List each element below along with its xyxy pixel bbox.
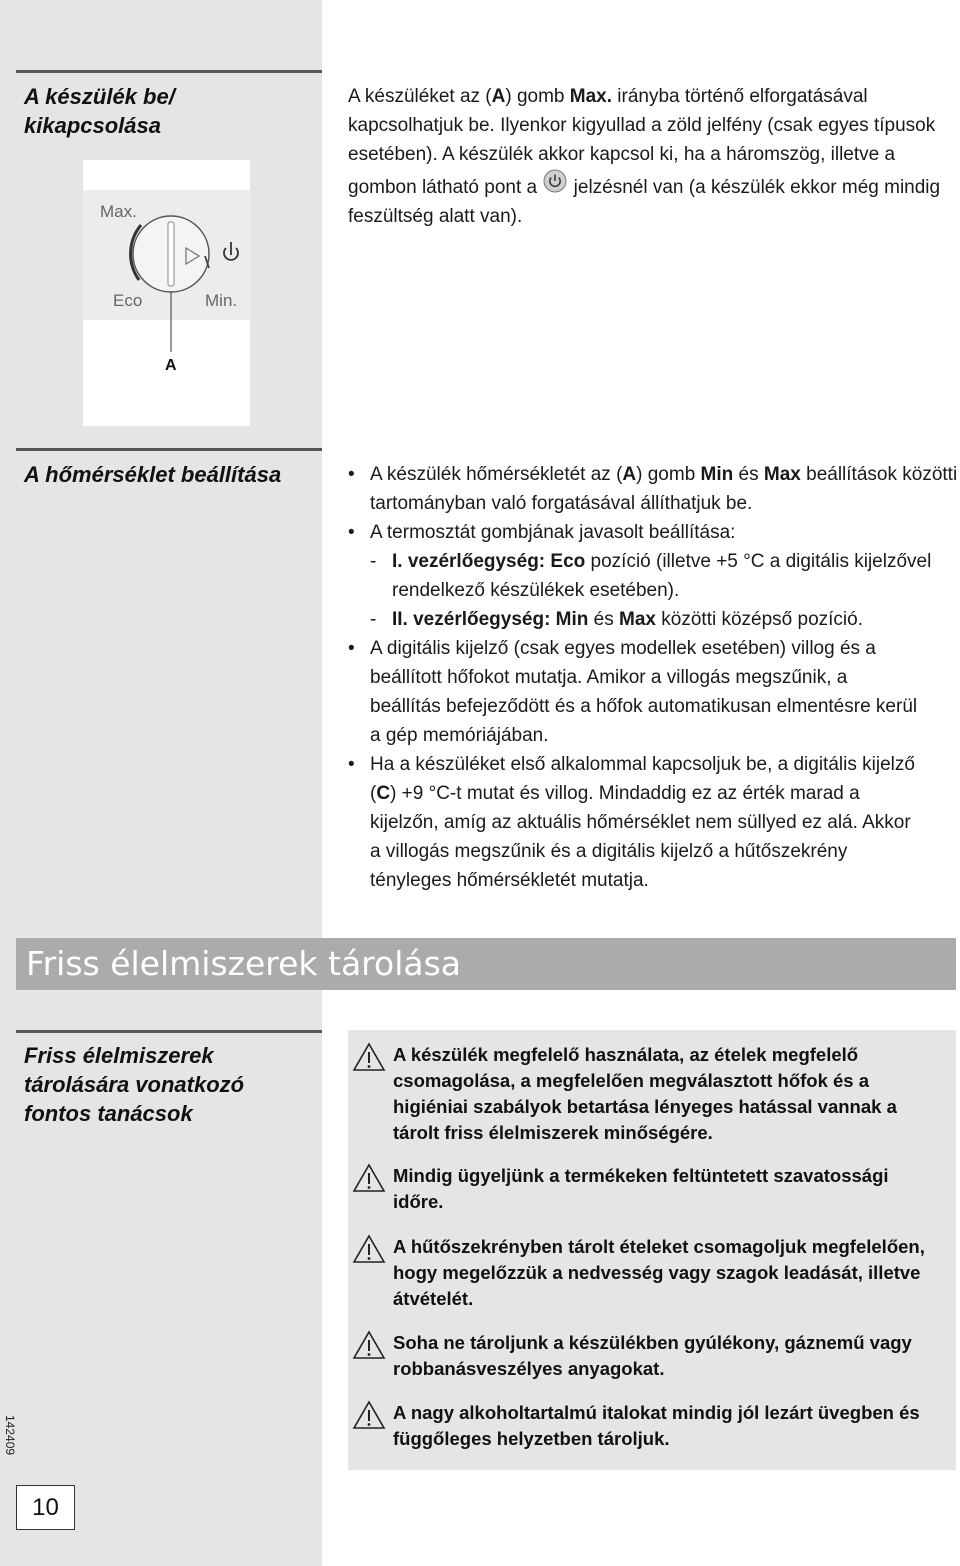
warning-triangle-icon [352,1234,386,1264]
section-heading-power: A készülék be/ kikapcsolása [24,84,175,138]
label-min: Min. [205,291,238,310]
document-code: 142409 [3,1415,17,1456]
sub-list-item: - I. vezérlőegység: Eco pozíció (illetve +5 °C a digitális kijelzővel rendelkező készülékek esetében). [370,551,932,601]
page-number: 10 [16,1485,75,1530]
temperature-instructions [348,460,958,895]
section-heading-storage-tips: Friss élelmiszerek tárolására vonatkozó fontos tanácsok [24,1043,245,1126]
thermostat-knob-drawing [83,160,250,426]
warning-triangle-icon [352,1400,386,1430]
power-symbol-icon [542,169,568,202]
section-rule [16,70,322,73]
label-max: Max. [100,202,137,221]
label-a: A [165,357,177,374]
list-item: • A termosztát gombjának javasolt beállítása: - I. vezérlőegység: Eco pozíció (illetve +5 °C a digitális kijelzővel rendelkező készülékek esetében). - II. vezérlőegység: Min és Max közötti középső pozíció. [348,518,958,634]
power-instructions: A készüléket az (A) gomb Max. irányba történő elforgatásával kapcsolhatjuk be. Ilyenkor kigyullad a zöld jelfény (csak egyes típusok esetében). A készülék akkor kapcsol ki, ha a háromszög, illetve a gombon látható pont a jelzésnél van (a készülék ekkor még mindig feszültség alatt van). [348,86,941,227]
section-rule [16,1030,322,1033]
section-heading-temperature: A hőmérséklet beállítása [24,462,282,487]
sub-list-item: - II. vezérlőegység: Min és Max közötti középső pozíció. [370,609,863,630]
chapter-banner: Friss élelmiszerek tárolása [16,938,956,990]
knob-grip [168,222,174,286]
section-rule [16,448,322,451]
list-item: • Ha a készüléket első alkalommal kapcsoljuk be, a digitális kijelző (C) +9 °C-t mutat és villog. Mindaddig ez az érték marad a kijelzőn, amíg az aktuális hőmérséklet nem süllyed ez alá. Akkor a villogás megszűnik és a digitális kijelző a hűtőszekrény tényleges hőmérsékletét mutatja. [348,754,915,891]
warning-triangle-icon [352,1330,386,1360]
list-item: • A digitális kijelző (csak egyes modellek esetében) villog és a beállított hőfokot mutatja. Amikor a villogás megszűnik, a beállítás befejeződött és a hőfok automatikusan elmentésre kerül a gép memóriájában. [348,638,918,746]
warning-triangle-icon [352,1042,386,1072]
label-eco: Eco [113,291,143,310]
list-item: • A készülék hőmérsékletét az (A) gomb Min és Max beállítások közötti tartományban való forgatásával állíthatjuk be. [348,464,958,514]
warning-triangle-icon [352,1163,386,1193]
warnings-box: A készülék megfelelő használata, az ételek megfelelő csomagolása, a megfelelően megválasztott hőfok és a higiéniai szabályok betartása lényeges hatással vannak a tárolt friss élelmiszerek minőségére. Mindig ügyeljünk a termékeken feltüntetett szavatossági időre. A hűtőszekrényben tárolt ételeket csomagoljuk megfelelően, hogy megelőzzük a nedvesség vagy szagok leadását, illetve átvételét. Soha ne tároljunk a készülékben gyúlékony, gáznemű vagy robbanásveszélyes anyagokat. A nagy alkoholtartalmú italokat mindig jól lezárt üvegben és függőleges helyzetben tároljuk. [348,1030,956,1470]
